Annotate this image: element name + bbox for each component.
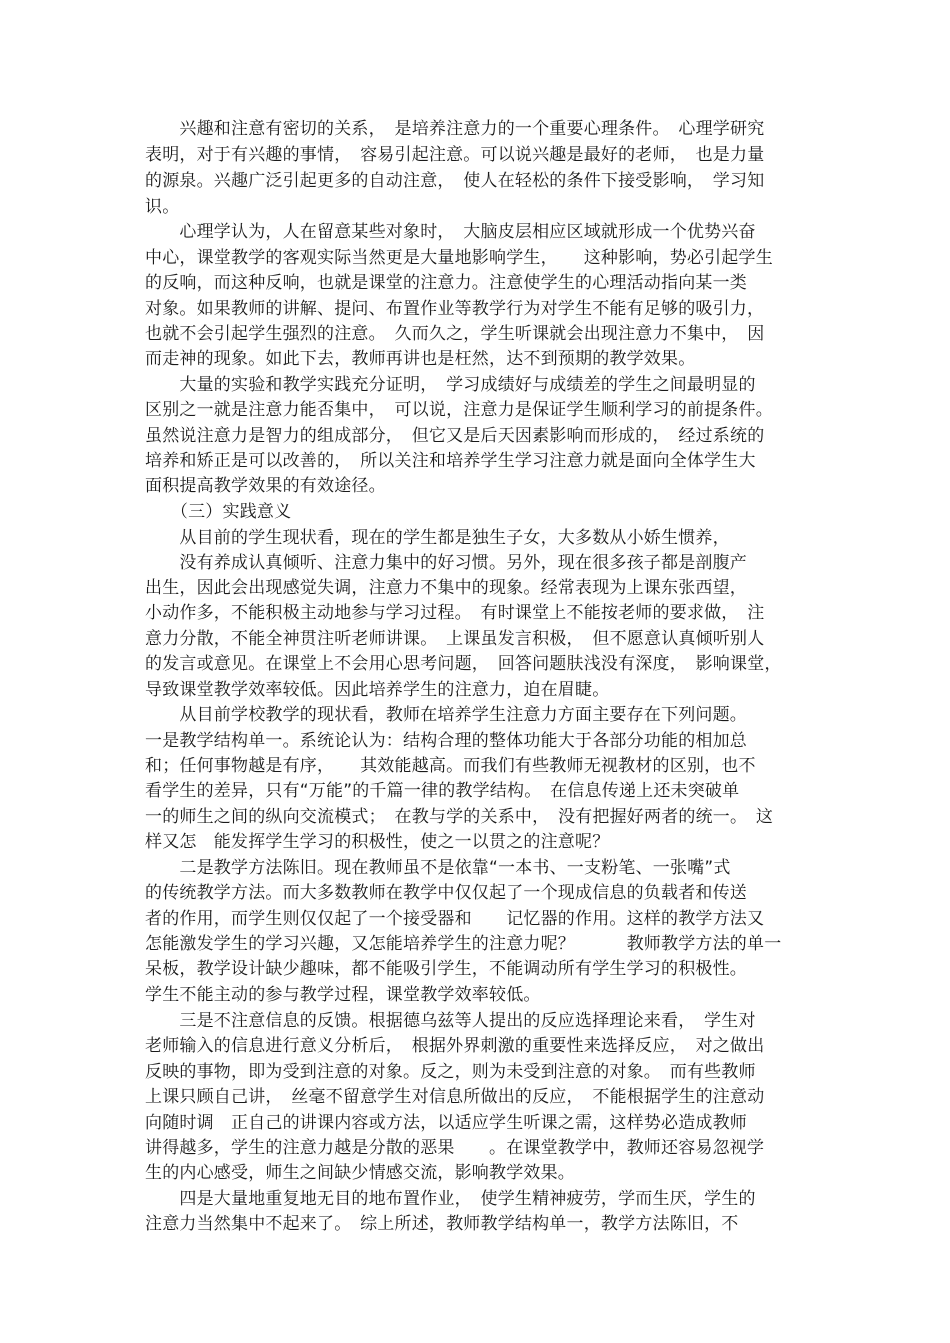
text-line: 兴趣和注意有密切的关系， 是培养注意力的一个重要心理条件。 心理学研究 bbox=[145, 119, 765, 139]
text-line: 导致课堂教学效率较低。因此培养学生的注意力，迫在眉睫。 bbox=[145, 680, 610, 700]
text-line: 者的作用，而学生则仅仅起了一个接受器和 记忆器的作用。这样的教学方法又 bbox=[145, 909, 765, 929]
text-line: 三是不注意信息的反馈。根据德乌兹等人提出的反应选择理论来看， 学生对 bbox=[145, 1011, 756, 1031]
text-line: 面积提高教学效果的有效途径。 bbox=[145, 476, 386, 496]
text-line: 样又怎 能发挥学生学习的积极性，使之一以贯之的注意呢？ bbox=[145, 832, 610, 852]
text-line: 的源泉。兴趣广泛引起更多的自动注意， 使人在轻松的条件下接受影响， 学习知 bbox=[145, 171, 765, 191]
text-line: 出生，因此会出现感觉失调，注意力不集中的现象。经常表现为上课东张西望， bbox=[145, 578, 747, 598]
text-line: 讲得越多，学生的注意力越是分散的恶果 。在课堂教学中，教师还容易忽视学 bbox=[145, 1138, 765, 1158]
text-line: 注意力当然集中不起来了。 综上所述，教师教学结构单一，教学方法陈旧，不 bbox=[145, 1214, 739, 1234]
text-line: 识。 bbox=[145, 197, 180, 217]
text-line: 小动作多，不能积极主动地参与学习过程。 有时课堂上不能按老师的要求做， 注 bbox=[145, 603, 765, 623]
text-line: 老师输入的信息进行意义分析后， 根据外界刺激的重要性来选择反应， 对之做出 bbox=[145, 1036, 765, 1056]
text-line: 培养和矫正是可以改善的， 所以关注和培养学生学习注意力就是面向全体学生大 bbox=[145, 451, 756, 471]
text-line: 怎能激发学生的学习兴趣，又怎能培养学生的注意力呢？ 教师教学方法的单一 bbox=[145, 934, 782, 954]
text-line: 虽然说注意力是智力的组成部分， 但它又是后天因素影响而形成的， 经过系统的 bbox=[145, 426, 765, 446]
text-line: 的发言或意见。在课堂上不会用心思考问题， 回答问题肤浅没有深度， 影响课堂， bbox=[145, 654, 782, 674]
text-line: 从目前学校教学的现状看，教师在培养学生注意力方面主要存在下列问题。 bbox=[145, 705, 747, 725]
text-line: 心理学认为，人在留意某些对象时， 大脑皮层相应区域就形成一个优势兴奋 bbox=[145, 222, 756, 242]
text-line: 上课只顾自己讲， 丝毫不留意学生对信息所做出的反应， 不能根据学生的注意动 bbox=[145, 1087, 765, 1107]
text-line: 没有养成认真倾听、注意力集中的好习惯。另外，现在很多孩子都是剖腹产 bbox=[145, 553, 747, 573]
section-heading: （三）实践意义 bbox=[145, 502, 292, 522]
text-line: 二是教学方法陈旧。现在教师虽不是依靠“一本书、一支粉笔、一张嘴”式 bbox=[145, 858, 731, 878]
text-line: 生的内心感受，师生之间缺少情感交流，影响教学效果。 bbox=[145, 1163, 575, 1183]
text-line: 看学生的差异，只有“万能”的千篇一律的教学结构。 在信息传递上还未突破单 bbox=[145, 781, 740, 801]
text-line: 一是教学结构单一。系统论认为：结构合理的整体功能大于各部分功能的相加总 bbox=[145, 731, 747, 751]
text-line: 学生不能主动的参与教学过程，课堂教学效率较低。 bbox=[145, 985, 541, 1005]
text-line: 对象。如果教师的讲解、提问、布置作业等教学行为对学生不能有足够的吸引力， bbox=[145, 299, 765, 319]
text-line: 呆板，教学设计缺少趣味，都不能吸引学生，不能调动所有学生学习的积极性。 bbox=[145, 959, 747, 979]
text-line: 四是大量地重复地无目的地布置作业， 使学生精神疲劳，学而生厌，学生的 bbox=[145, 1189, 756, 1209]
text-line: 而走神的现象。如此下去，教师再讲也是枉然，达不到预期的教学效果。 bbox=[145, 349, 696, 369]
text-line: 的传统教学方法。而大多数教师在教学中仅仅起了一个现成信息的负载者和传送 bbox=[145, 883, 747, 903]
text-line: 大量的实验和教学实践充分证明， 学习成绩好与成绩差的学生之间最明显的 bbox=[145, 375, 756, 395]
text-line: 中心，课堂教学的客观实际当然更是大量地影响学生， 这种影响，势必引起学生 bbox=[145, 248, 773, 268]
text-line: 的反响，而这种反响，也就是课堂的注意力。注意使学生的心理活动指向某一类 bbox=[145, 273, 747, 293]
text-line: 反映的事物，即为受到注意的对象。反之，则为未受到注意的对象。 而有些教师 bbox=[145, 1062, 756, 1082]
text-line: 表明，对于有兴趣的事情， 容易引起注意。可以说兴趣是最好的老师， 也是力量 bbox=[145, 145, 765, 165]
text-line: 从目前的学生现状看，现在的学生都是独生子女，大多数从小娇生惯养， bbox=[145, 528, 730, 548]
text-line: 也就不会引起学生强烈的注意。 久而久之，学生听课就会出现注意力不集中， 因 bbox=[145, 324, 765, 344]
text-line: 和；任何事物越是有序， 其效能越高。而我们有些教师无视教材的区别，也不 bbox=[145, 756, 756, 776]
text-line: 意力分散，不能全神贯注听老师讲课。 上课虽发言积极， 但不愿意认真倾听别人 bbox=[145, 629, 765, 649]
text-line: 一的师生之间的纵向交流模式； 在教与学的关系中， 没有把握好两者的统一。 这 bbox=[145, 807, 774, 827]
text-line: 区别之一就是注意力能否集中， 可以说，注意力是保证学生顺利学习的前提条件。 bbox=[145, 400, 773, 420]
text-line: 向随时调 正自己的讲课内容或方法，以适应学生听课之需，这样势必造成教师 bbox=[145, 1113, 747, 1133]
